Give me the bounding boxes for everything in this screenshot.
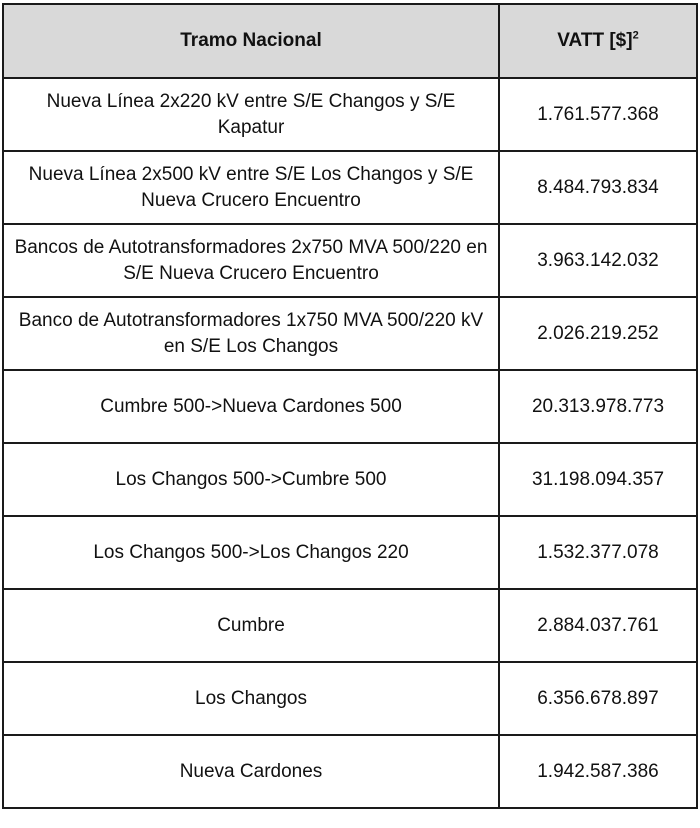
vatt-table-container	[2, 3, 696, 826]
vatt-cell: 20.313.978.773	[499, 370, 697, 443]
header-row	[3, 4, 697, 78]
table-row	[3, 224, 697, 297]
header-tramo-nacional	[3, 4, 499, 78]
table-row	[3, 370, 697, 443]
tramo-cell: Nueva Cardones	[3, 735, 499, 808]
table-row	[3, 78, 697, 151]
vatt-cell: 3.963.142.032	[499, 224, 697, 297]
vatt-cell: 6.356.678.897	[499, 662, 697, 735]
table-row	[3, 589, 697, 662]
tramo-cell: Cumbre	[3, 589, 499, 662]
header-vatt-label: VATT [$]	[557, 30, 633, 51]
header-vatt	[499, 4, 697, 78]
header-vatt-footnote: 2	[632, 29, 639, 42]
vatt-cell: 2.884.037.761	[499, 589, 697, 662]
tramo-cell: Nueva Línea 2x220 kV entre S/E Changos y S/E Kapatur	[3, 78, 499, 151]
tramo-cell: Banco de Autotransformadores 1x750 MVA 500/220 kV en S/E Los Changos	[3, 297, 499, 370]
vatt-cell: 8.484.793.834	[499, 151, 697, 224]
tramo-cell: Nueva Línea 2x500 kV entre S/E Los Changos y S/E Nueva Crucero Encuentro	[3, 151, 499, 224]
vatt-cell: 31.198.094.357	[499, 443, 697, 516]
vatt-table	[2, 3, 698, 809]
table-row	[3, 151, 697, 224]
tramo-cell: Los Changos 500->Los Changos 220	[3, 516, 499, 589]
header-tramo-label: Tramo Nacional	[180, 30, 322, 51]
table-row	[3, 443, 697, 516]
vatt-cell: 1.942.587.386	[499, 735, 697, 808]
tramo-cell: Los Changos	[3, 662, 499, 735]
table-header	[3, 4, 697, 78]
tramo-cell: Cumbre 500->Nueva Cardones 500	[3, 370, 499, 443]
vatt-cell: 1.532.377.078	[499, 516, 697, 589]
table-row	[3, 297, 697, 370]
table-row	[3, 516, 697, 589]
table-body	[3, 78, 697, 808]
tramo-cell: Los Changos 500->Cumbre 500	[3, 443, 499, 516]
vatt-cell: 2.026.219.252	[499, 297, 697, 370]
tramo-cell: Bancos de Autotransformadores 2x750 MVA 500/220 en S/E Nueva Crucero Encuentro	[3, 224, 499, 297]
table-row	[3, 662, 697, 735]
table-row	[3, 735, 697, 808]
vatt-cell: 1.761.577.368	[499, 78, 697, 151]
